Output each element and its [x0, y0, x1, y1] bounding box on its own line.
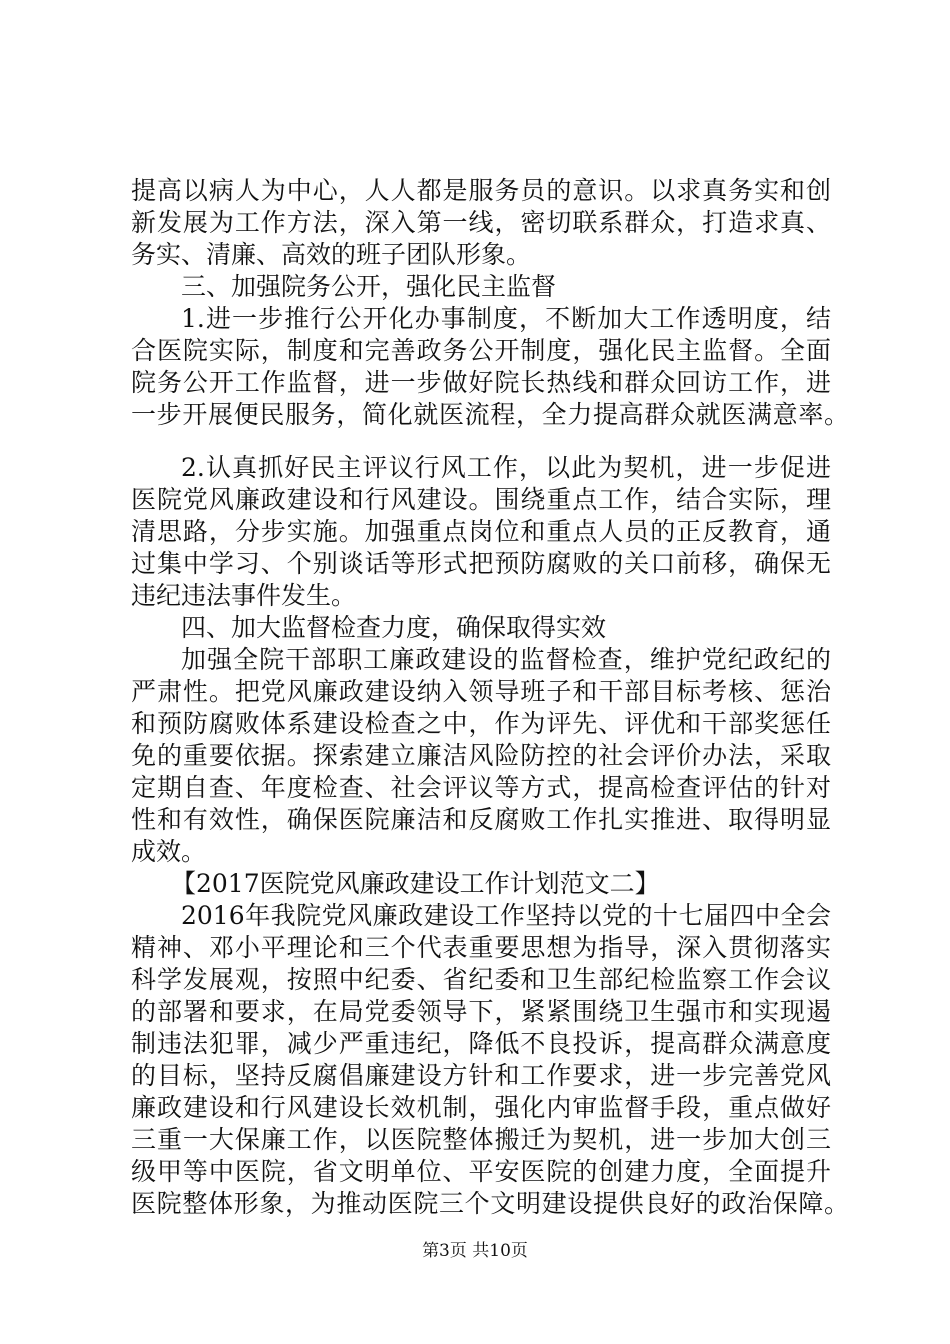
paragraph-line: 医院整体形象，为推动医院三个文明建设提供良好的政治保障。 [131, 1189, 849, 1218]
paragraph-line: 违纪违法事件发生。 [131, 581, 357, 610]
paragraph-line: 和预防腐败体系建设检查之中，作为评先、评优和干部奖惩任 [131, 709, 831, 738]
section-heading: 三、加强院务公开，强化民主监督 [181, 272, 557, 301]
paragraph-line: 制违法犯罪，减少严重违纪，降低不良投诉，提高群众满意度 [131, 1029, 831, 1058]
paragraph-line: 清思路，分步实施。加强重点岗位和重点人员的正反教育，通 [131, 517, 831, 546]
paragraph-line: 院务公开工作监督，进一步做好院长热线和群众回访工作，进 [131, 368, 831, 397]
paragraph-line: 提高以病人为中心，人人都是服务员的意识。以求真务实和创 [131, 176, 831, 205]
paragraph-line: 成效。 [131, 837, 207, 866]
page-number-footer: 第3页 共10页 [422, 1241, 528, 1261]
paragraph-line: 过集中学习、个别谈话等形式把预防腐败的关口前移，确保无 [131, 549, 831, 578]
paragraph-line: 一步开展便民服务，简化就医流程，全力提高群众就医满意率。 [131, 400, 849, 429]
paragraph-line: 性和有效性，确保医院廉洁和反腐败工作扎实推进、取得明显 [131, 805, 831, 834]
paragraph-line: 新发展为工作方法，深入第一线，密切联系群众，打造求真、 [131, 208, 831, 237]
paragraph-line: 医院党风廉政建设和行风建设。围绕重点工作，结合实际，理 [131, 485, 831, 514]
paragraph-line: 2016年我院党风廉政建设工作坚持以党的十七届四中全会 [181, 901, 831, 930]
paragraph-line: 三重一大保廉工作，以医院整体搬迁为契机，进一步加大创三 [131, 1125, 831, 1154]
paragraph-line: 合医院实际，制度和完善政务公开制度，强化民主监督。全面 [131, 336, 831, 365]
paragraph-line: 精神、邓小平理论和三个代表重要思想为指导，深入贯彻落实 [131, 933, 831, 962]
section-heading: 【2017医院党风廉政建设工作计划范文二】 [171, 869, 660, 898]
paragraph-line: 科学发展观，按照中纪委、省纪委和卫生部纪检监察工作会议 [131, 965, 831, 994]
paragraph-line: 免的重要依据。探索建立廉洁风险防控的社会评价办法，采取 [131, 741, 831, 770]
paragraph-line: 定期自查、年度检查、社会评议等方式，提高检查评估的针对 [131, 773, 831, 802]
paragraph-line: 严肃性。把党风廉政建设纳入领导班子和干部目标考核、惩治 [131, 677, 831, 706]
paragraph-line: 廉政建设和行风建设长效机制，强化内审监督手段，重点做好 [131, 1093, 831, 1122]
paragraph-line: 级甲等中医院，省文明单位、平安医院的创建力度，全面提升 [131, 1157, 831, 1186]
paragraph-line: 的目标，坚持反腐倡廉建设方针和工作要求，进一步完善党风 [131, 1061, 831, 1090]
paragraph-line: 1.进一步推行公开化办事制度，不断加大工作透明度，结 [181, 304, 831, 333]
paragraph-line: 的部署和要求，在局党委领导下，紧紧围绕卫生强市和实现遏 [131, 997, 831, 1026]
paragraph-line: 加强全院干部职工廉政建设的监督检查，维护党纪政纪的 [181, 645, 831, 674]
paragraph-line: 务实、清廉、高效的班子团队形象。 [131, 240, 532, 269]
paragraph-line: 2.认真抓好民主评议行风工作，以此为契机，进一步促进 [181, 453, 831, 482]
section-heading: 四、加大监督检查力度，确保取得实效 [181, 613, 607, 642]
